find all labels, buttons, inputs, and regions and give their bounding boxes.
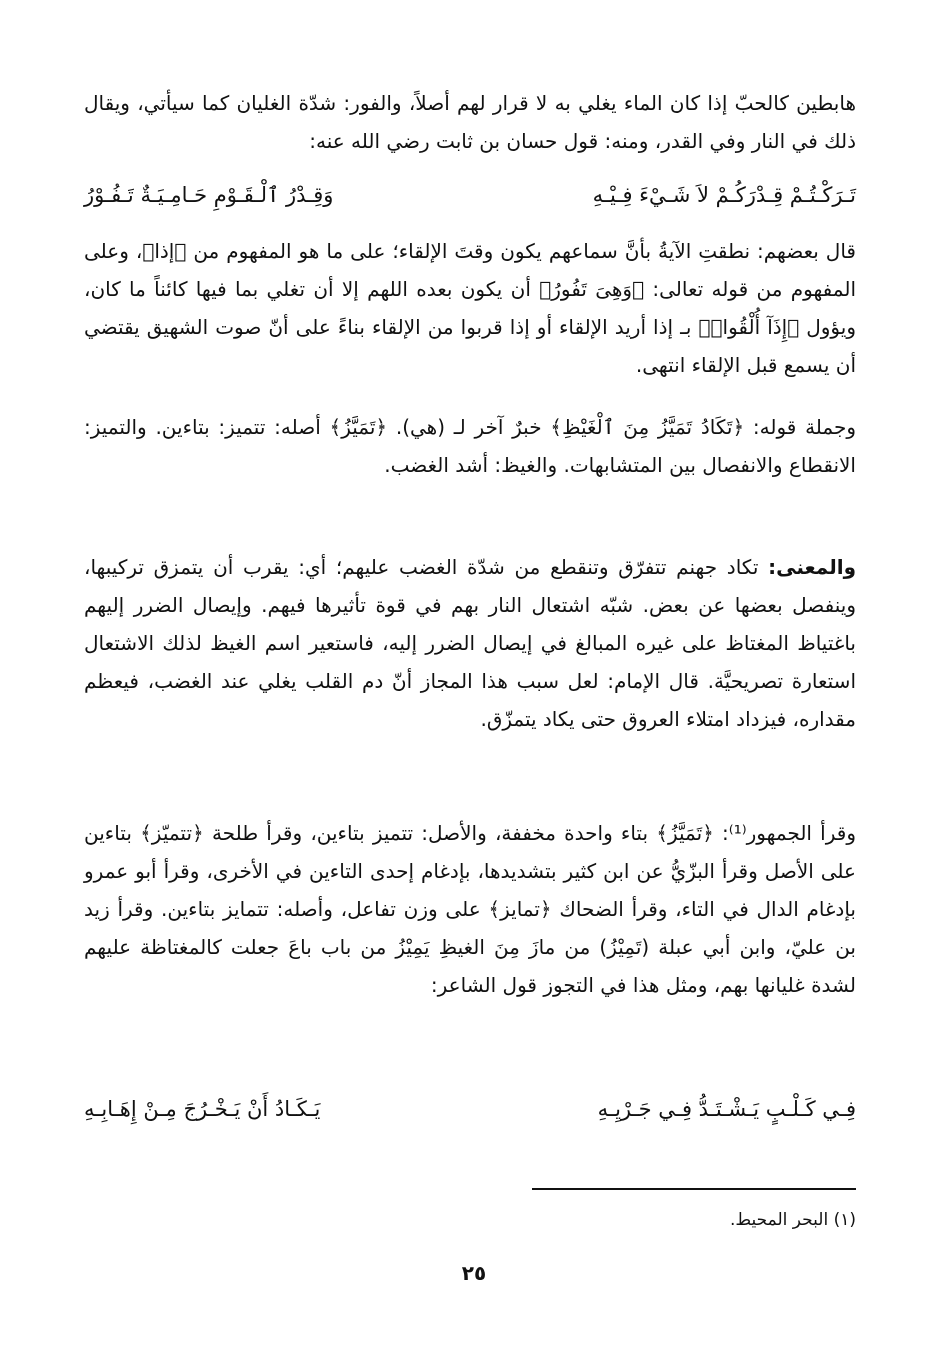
poetry-verse-2 — [84, 1090, 856, 1128]
paragraph-4-body: تكاد جهنم تتفرّق وتنقطع من شدّة الغضب عليهم؛ أي: يقرب أن يتمزق تركيبها، وينفصل بعضها عن بعض. شبّه اشتعال النار بهم في قوة تأثيرها فيهم. وإيصال الضرر إليهم باغتياظ المغتاظ على غيره المبالغ في إيصال الضرر إليه، فاستعير اسم الغيظ لذلك الاشتعال استعارة تصريحيَّة. قال الإمام: لعل سبب هذا المجاز أنّ دم القلب يغلي عند الغضب، فيعظم مقداره، فيزداد امتلاء العروق حتى يكاد يتمزّق. — [84, 555, 856, 731]
paragraph-1: هابطين كالحبّ إذا كان الماء يغلي به لا قرار لهم أصلاً، والفور: شدّة الغليان كما سيأتي، ويقال ذلك في النار وفي القدر، ومنه: قول حسان بن ثابت رضي الله عنه: — [84, 91, 856, 153]
verse-1-first-hemistich: تَـرَكْـتُـمْ قِـدْرَكُـمْ لاَ شَـيْءَ فِـيْـهِ — [592, 183, 856, 207]
paragraph-4 — [84, 548, 856, 738]
paragraph-3: وجملة قوله: ﴿تَكَادُ تَمَيَّزُ مِنَ ٱلْغَيْظِ﴾ خبرٌ آخر لـ (هي). ﴿تَمَيَّزُ﴾ أصله: تتميز: بتاءين. والتميز: الانقطاع والانفصال بين المتشابهات. والغيظ: أشد الغضب. — [84, 415, 856, 477]
verse-1-second-hemistich: وَقِـدْرُ ٱلْـقَـوْمِ حَـامِـيَـةٌ تَـفُـوْرُ — [84, 183, 334, 207]
verse-2-second-hemistich: يَـكَـادُ أَنْ يَـخْـرُجَ مِـنْ إِهَـابِـهِ — [84, 1097, 321, 1121]
paragraph-2: قال بعضهم: نطقتِ الآيةُ بأنَّ سماعهم يكون وقتَ الإلقاء؛ على ما هو المفهوم من ﴿إذا﴾، وعلى المفهوم من قوله تعالى: ﴿وَهِىَ تَفُورُ﴾ أن يكون بعده اللهم إلا أن تغلي بما فيها كائناً ما كان، ويؤول ﴿إِذَآ أُلْقُوا۟﴾ بـ إذا أريد الإلقاء أو إذا قربوا من الإلقاء بناءً على أنّ صوت الشهيق يقتضي أن يسمع قبل الإلقاء انتهى. — [84, 239, 856, 377]
footnote-separator — [532, 1188, 856, 1190]
verse-2-first-hemistich: فِـي كَـلْـبٍ يَـشْـتَـدُّ فِـي جَـرْيِـهِ — [597, 1097, 856, 1121]
meaning-heading: والمعنى: — [768, 555, 856, 579]
page-number: ٢٥ — [461, 1261, 487, 1285]
paragraph-5: وقرأ الجمهور⁽¹⁾: ﴿تَمَيَّزُ﴾ بتاء واحدة مخففة، والأصل: تتميز بتاءين، وقرأ طلحة ﴿تتميّز﴾ بتاءين على الأصل وقرأ البزّيُّ عن ابن كثير بتشديدها، بإدغام إحدى التاءين في الأخرى، وقرأ أبو عمرو بإدغام الدال في التاء، وقرأ الضحاك ﴿تمايز﴾ على وزن تفاعل، وأصله: تتمايز بتاءين. وقرأ زيد بن عليّ، وابن أبي عبلة (تَمِيْزُ) من مازَ مِنَ الغيظِ يَمِيْزُ من باب باعَ جعلت كالمغتاظة عليهم لشدة غليانها بهم، ومثل هذا في التجوز قول الشاعر: — [84, 821, 856, 997]
poetry-verse-1 — [84, 176, 856, 214]
footnote: (١) البحر المحيط. — [730, 1210, 856, 1230]
